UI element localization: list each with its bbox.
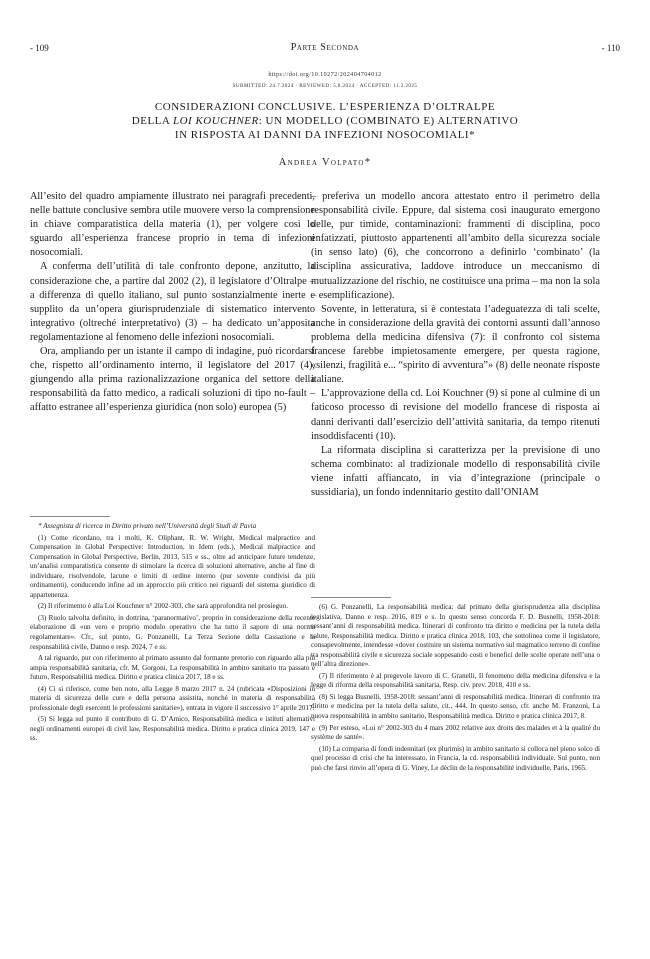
title-line-1: CONSIDERAZIONI CONCLUSIVE. L’ESPERIENZA D’OLTRALPE (154, 101, 496, 113)
body-paragraph: Ora, ampliando per un istante il campo di indagine, può ricordarsi che, rispetto all’ordinamento interno, il legislatore del 2017 (4), giungendo alla prima razionalizzazione organica del settore della responsabilità da fatto medico, a radicali soluzioni di tipo no-fault – affatto estranee all’esperienza giuridica (non solo) europea (5) (30, 346, 315, 414)
footnote: (1) Come ricordano, tra i molti, K. Oliphant, R. W. Wright, Medical malpractice and Compensation in Global Perspective: Introduction, in Idem (eds.), Medical malpractice and Compensation in Global Perspective, Berlin, 2013, 515 e ss., oltre ad anticipare future tendenze, un’analisi comparatistica consente di stimolare la ricerca di soluzioni alternative, anche al fine di individuare, risolvendole, lacune e limiti di ordine interno (pur sovente condivisi da più ordinamenti), conducendo infine ad un approccio più critico nei riguardi del sistema giuridico di appartenenza. (30, 533, 315, 599)
footnotes-right (311, 603, 600, 953)
footnote: A tal riguardo, pur con riferimento al primato assunto dal formante pretorio con riguardo alla più ampia responsabilità sanitaria, cfr. M. Gorgoni, La responsabilità in ambito sanitario tra passato e futuro, Responsabilità medica. Diritto e pratica clinica 2017, 18 e ss. (30, 654, 315, 682)
footnote: (3) Ruolo talvolta definito, in dottrina, ‘paranormativo’, proprio in considerazione della recente elaborazione di «un vero e proprio modulo operativo che ha tutto il sapore di una norma regolamentare». Cfr., sul punto, G. Ponzanelli, La Terza Sezione della Cassazione e la responsabilità civile, Danno e resp. 2024, 7 e ss. (30, 613, 315, 651)
footnote: * Assegnista di ricerca in Diritto privato nell’Università degli Studi di Pavia (38, 522, 257, 530)
page-number-right: - 110 (601, 43, 620, 53)
title-line-2-end: : UN MODELLO (COMBINATO E) ALTERNATIVO (258, 115, 519, 127)
footnotes-left (30, 522, 315, 922)
footnote: (2) Il riferimento è alla Loi Kouchner n° 2002-303, che sarà approfondita nel prosieguo. (38, 602, 289, 611)
footnote: (8) Si legga Busnelli, 1958-2018: sessant’anni di responsabilità medica. Itinerari di confronto tra diritto e medicina per la tutela della salute, cit., 444. In questo senso, cfr. anche M. Franzoni, La nuova responsabilità in ambito sanitario, Responsabilità medica. Diritto e pratica clinica 2017, 8. (311, 692, 600, 721)
title-line-2 (60, 114, 590, 128)
footnote: (5) Si legga sul punto il contributo di G. D’Amico, Responsabilità medica e istituti alternativi negli ordinamenti europei di civil law, Responsabilità medica. Diritto e pratica clinica 2019, 147 e ss. (30, 715, 315, 743)
page-number-left: - 109 (30, 43, 49, 53)
footnote: (4) Ci si riferisce, come ben noto, alla Legge 8 marzo 2017 n. 24 (rubricata «Disposizioni in materia di sicurezza delle cure e della persona assistita, nonché in materia di responsabilità professionale degli esercenti le professioni sanitarie»), entrata in vigore il successivo 1° aprile 2017. (30, 684, 315, 712)
body-paragraph: Sovente, in letteratura, si è contestata l’adeguatezza di tali scelte, anche in considerazione della gravità dei contorni assunti dall’annoso problema della medicina difensiva (7): il confronto col sistema francese farebbe impietosamente emergere, per questa ragione, «silenzi, fragilità e... “spirito di avventura”» (8) delle neonate risposte italiane. (311, 303, 600, 386)
body-paragraph: – preferiva un modello ancora attestato entro il perimetro della responsabilità civile. Eppure, dal sistema così inaugurato emergono delle, pur timide, contaminazioni: frammenti di disciplina, poco enfatizzati, piuttosto appartenenti all’ambito della sicurezza sociale (in senso lato) (6), che concorrono a definirlo ‘combinato’ (la disciplina assicurativa, laddove introduce un meccanismo di mutualizzazione del rischio, ne costituisce una prima – ma non la sola – esemplificazione). (311, 191, 600, 301)
title-line-2-start: DELLA (131, 115, 173, 127)
footnote: (6) G. Ponzanelli, La responsabilità medica: dal primato della giurisprudenza alla disciplina legislativa, Danno e resp. 2016, 819 e s. In questo senso concorda F. D. Busnelli, 1958-2018: sessant’anni di responsabilità medica. Itinerari di confronto tra diritto e medicina per la tutela della salute, Responsabilità medica. Diritto e pratica clinica 2018, 103, che sottolinea come il legislatore, consapevolmente, intendesse «dover costruire un sistema normativo sul magmatico terreno di confine tra responsabilità civile e sicurezza sociale soppesando costi e benefici delle scelte operate nell’una o nell’altra direzione». (311, 603, 600, 669)
footnote: (7) Il riferimento è al pregevole lavoro di C. Granelli, Il fenomeno della medicina difensiva e la legge di riforma della responsabilità sanitaria, Resp. civ. prev. 2018, 410 e ss. (311, 671, 600, 690)
section-title: Parte Seconda (290, 42, 360, 53)
doi-link[interactable]: https://doi.org/10.19272/202404704012 (268, 71, 382, 78)
title-line-3: IN RISPOSTA AI DANNI DA INFEZIONI NOSOCOMIALI* (174, 129, 476, 141)
body-paragraph: La riformata disciplina si caratterizza per la previsione di uno schema combinato: al tradizionale modello di responsabilità civile viene infatti affiancato, in via d’integrazione (principale o sussidiaria), un fondo indennitario gestito dall’ONIAM (311, 444, 600, 498)
footnote-divider-right (311, 597, 391, 598)
footnote: (10) La comparsa di fondi indennitari (ex plurimis) in ambito sanitario si colloca nel pieno solco di quel processo di crisi che ha interessato, in Francia, la cd. responsabilità individuale. Sul punto, non può che farsi rinvio all’opera di G. Viney, Le déclin de la responsabilité individuelle, Paris, 1965. (311, 744, 600, 772)
body-column-right (311, 190, 600, 590)
review-dates: SUBMITTED: 24.7.2024 · REVIEWED: 5.8.2024 · ACCEPTED: 11.2.2025 (232, 83, 418, 89)
body-paragraph: L’approvazione della cd. Loi Kouchner (9) si pone al culmine di un faticoso processo di revisione del modello francese di risposta ai danni derivanti dall’esercizio dell’attività sanitaria, da tempo ritenuti insoddisfacenti (10). (311, 388, 600, 442)
article-title (60, 100, 590, 142)
body-paragraph: All’esito del quadro ampiamente illustrato nei paragrafi precedenti, nelle battute conclusive sembra utile muovere verso la comprensione in chiave comparatistica della materia (1), per volgere così lo sguardo all’esperienza francese proprio in tema di infezioni nosocomiali. (30, 191, 315, 259)
body-column-left (30, 190, 315, 505)
footnote: (9) Per esteso, «Loi n° 2002-303 du 4 mars 2002 relative aux droits des malades et à la qualité du système de santé». (311, 723, 600, 742)
author-name: Andrea Volpato* (278, 157, 372, 168)
running-header (30, 43, 620, 57)
body-paragraph: A conferma dell’utilità di tale confronto depone, anzitutto, la considerazione che, a partire dal 2002 (2), il legislatore d’Oltralpe – a differenza di quello italiano, sul punto sostanzialmente inerte e supplito da un’opera giurisprudenziale di sistematico intervento integrativo (oltreché interpretativo) (3) – ha dedicato un’apposita regolamentazione al fenomeno delle infezioni nosocomiali. (30, 261, 315, 343)
title-law-name: LOI KOUCHNER (172, 115, 259, 127)
footnote-divider-left (30, 516, 110, 517)
